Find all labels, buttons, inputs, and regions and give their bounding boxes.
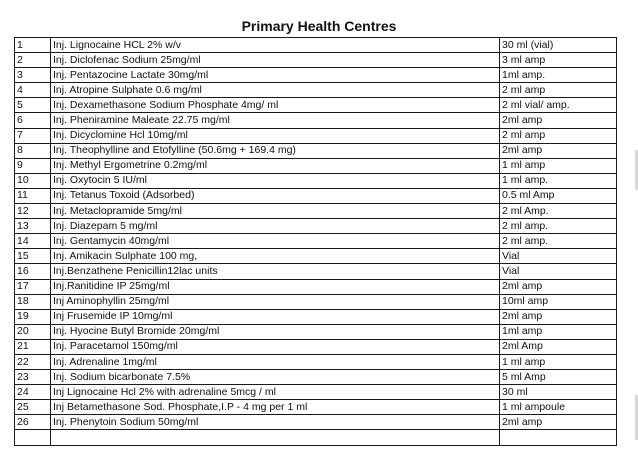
drug-name-cell: Inj. Phenytoin Sodium 50mg/ml	[51, 415, 500, 430]
drug-name-cell: Inj. Metaclopramide 5mg/ml	[51, 204, 500, 219]
quantity-cell: 2 ml amp	[500, 128, 617, 143]
row-number: 13	[15, 219, 51, 234]
quantity-cell: 1ml amp.	[500, 68, 617, 83]
table-row	[15, 249, 617, 264]
drug-name-cell: Inj Aminophyllin 25mg/ml	[51, 294, 500, 309]
quantity-cell: 2 ml amp.	[500, 234, 617, 249]
table-row	[15, 143, 617, 158]
quantity-cell: Vial	[500, 249, 617, 264]
row-number: 25	[15, 400, 51, 415]
drug-name-cell: Inj. Gentamycin 40mg/ml	[51, 234, 500, 249]
row-number: 7	[15, 128, 51, 143]
row-number: 6	[15, 113, 51, 128]
drug-name-cell: Inj. Amikacin Sulphate 100 mg,	[51, 249, 500, 264]
table-row	[15, 53, 617, 68]
drug-name-cell: Inj. Atropine Sulphate 0.6 mg/ml	[51, 83, 500, 98]
drug-name-cell: Inj. Dexamethasone Sodium Phosphate 4mg/ ml	[51, 98, 500, 113]
table-body	[15, 38, 617, 446]
drug-name-cell: Inj. Diclofenac Sodium 25mg/ml	[51, 53, 500, 68]
quantity-cell	[500, 430, 617, 445]
row-number: 9	[15, 158, 51, 173]
drug-name-cell: Inj Frusemide IP 10mg/ml	[51, 309, 500, 324]
row-number: 12	[15, 204, 51, 219]
table-row	[15, 264, 617, 279]
table-row	[15, 83, 617, 98]
table-row	[15, 279, 617, 294]
quantity-cell: 2ml amp	[500, 309, 617, 324]
table-row	[15, 339, 617, 354]
quantity-cell: 2 ml amp.	[500, 219, 617, 234]
drug-name-cell: Inj. Paracetamol 150mg/ml	[51, 339, 500, 354]
drug-name-cell: Inj. Oxytocin 5 IU/ml	[51, 173, 500, 188]
quantity-cell: 30 ml (vial)	[500, 38, 617, 53]
row-number: 21	[15, 339, 51, 354]
row-number: 2	[15, 53, 51, 68]
row-number: 1	[15, 38, 51, 53]
drug-name-cell: Inj. Tetanus Toxoid (Adsorbed)	[51, 188, 500, 203]
table-row	[15, 324, 617, 339]
row-number: 3	[15, 68, 51, 83]
quantity-cell: 1ml amp	[500, 324, 617, 339]
row-number: 5	[15, 98, 51, 113]
quantity-cell: 2 ml amp	[500, 83, 617, 98]
table-row	[15, 173, 617, 188]
table-row	[15, 370, 617, 385]
drug-name-cell: Inj. Diazepam 5 mg/ml	[51, 219, 500, 234]
table-row	[15, 113, 617, 128]
row-number: 22	[15, 354, 51, 369]
quantity-cell: 2 ml vial/ amp.	[500, 98, 617, 113]
row-number: 15	[15, 249, 51, 264]
row-number: 18	[15, 294, 51, 309]
table-row	[15, 354, 617, 369]
quantity-cell: 5 ml Amp	[500, 370, 617, 385]
quantity-cell: 10ml amp	[500, 294, 617, 309]
drug-list-table	[14, 37, 617, 446]
table-row	[15, 400, 617, 415]
drug-name-cell: Inj. Adrenaline 1mg/ml	[51, 354, 500, 369]
row-number: 26	[15, 415, 51, 430]
table-row	[15, 128, 617, 143]
drug-name-cell: Inj. Sodium bicarbonate 7.5%	[51, 370, 500, 385]
row-number: 16	[15, 264, 51, 279]
page-title: Primary Health Centres	[241, 18, 397, 34]
row-number: 17	[15, 279, 51, 294]
drug-name-cell: Inj. Pheniramine Maleate 22.75 mg/ml	[51, 113, 500, 128]
table-row	[15, 294, 617, 309]
quantity-cell: 2ml amp	[500, 279, 617, 294]
drug-name-cell: Inj. Methyl Ergometrine 0.2mg/ml	[51, 158, 500, 173]
row-number: 10	[15, 173, 51, 188]
quantity-cell: 30 ml	[500, 385, 617, 400]
drug-name-cell: Inj.Ranitidine IP 25mg/ml	[51, 279, 500, 294]
table-row	[15, 219, 617, 234]
quantity-cell: Vial	[500, 264, 617, 279]
row-number: 11	[15, 188, 51, 203]
drug-name-cell: Inj. Theophylline and Etofylline (50.6mg + 169.4 mg)	[51, 143, 500, 158]
row-number: 23	[15, 370, 51, 385]
table-row	[15, 234, 617, 249]
row-number: 8	[15, 143, 51, 158]
drug-name-cell: Inj Lignocaine Hcl 2% with adrenaline 5mcg / ml	[51, 385, 500, 400]
drug-name-cell: Inj. Lignocaine HCL 2% w/v	[51, 38, 500, 53]
quantity-cell: 1 ml amp	[500, 354, 617, 369]
row-number: 20	[15, 324, 51, 339]
row-number: 24	[15, 385, 51, 400]
drug-name-cell: Inj. Pentazocine Lactate 30mg/ml	[51, 68, 500, 83]
drug-name-cell: Inj. Dicyclomine Hcl 10mg/ml	[51, 128, 500, 143]
row-number	[15, 430, 51, 445]
table-row	[15, 430, 617, 445]
table-row	[15, 98, 617, 113]
table-row	[15, 204, 617, 219]
quantity-cell: 2ml amp	[500, 415, 617, 430]
drug-name-cell	[51, 430, 500, 445]
table-row	[15, 158, 617, 173]
table-row	[15, 415, 617, 430]
quantity-cell: 3 ml amp	[500, 53, 617, 68]
table-row	[15, 38, 617, 53]
quantity-cell: 2ml amp	[500, 113, 617, 128]
drug-name-cell: Inj. Hyocine Butyl Bromide 20mg/ml	[51, 324, 500, 339]
row-number: 14	[15, 234, 51, 249]
quantity-cell: 1 ml ampoule	[500, 400, 617, 415]
row-number: 19	[15, 309, 51, 324]
quantity-cell: 1 ml amp	[500, 158, 617, 173]
drug-name-cell: Inj Betamethasone Sod. Phosphate,I.P - 4 mg per 1 ml	[51, 400, 500, 415]
drug-name-cell: Inj.Benzathene Penicillin12lac units	[51, 264, 500, 279]
table-row	[15, 385, 617, 400]
table-row	[15, 309, 617, 324]
row-number: 4	[15, 83, 51, 98]
quantity-cell: 0.5 ml Amp	[500, 188, 617, 203]
table-row	[15, 68, 617, 83]
quantity-cell: 2ml Amp	[500, 339, 617, 354]
quantity-cell: 2 ml Amp.	[500, 204, 617, 219]
table-row	[15, 188, 617, 203]
quantity-cell: 1 ml amp.	[500, 173, 617, 188]
quantity-cell: 2ml amp	[500, 143, 617, 158]
